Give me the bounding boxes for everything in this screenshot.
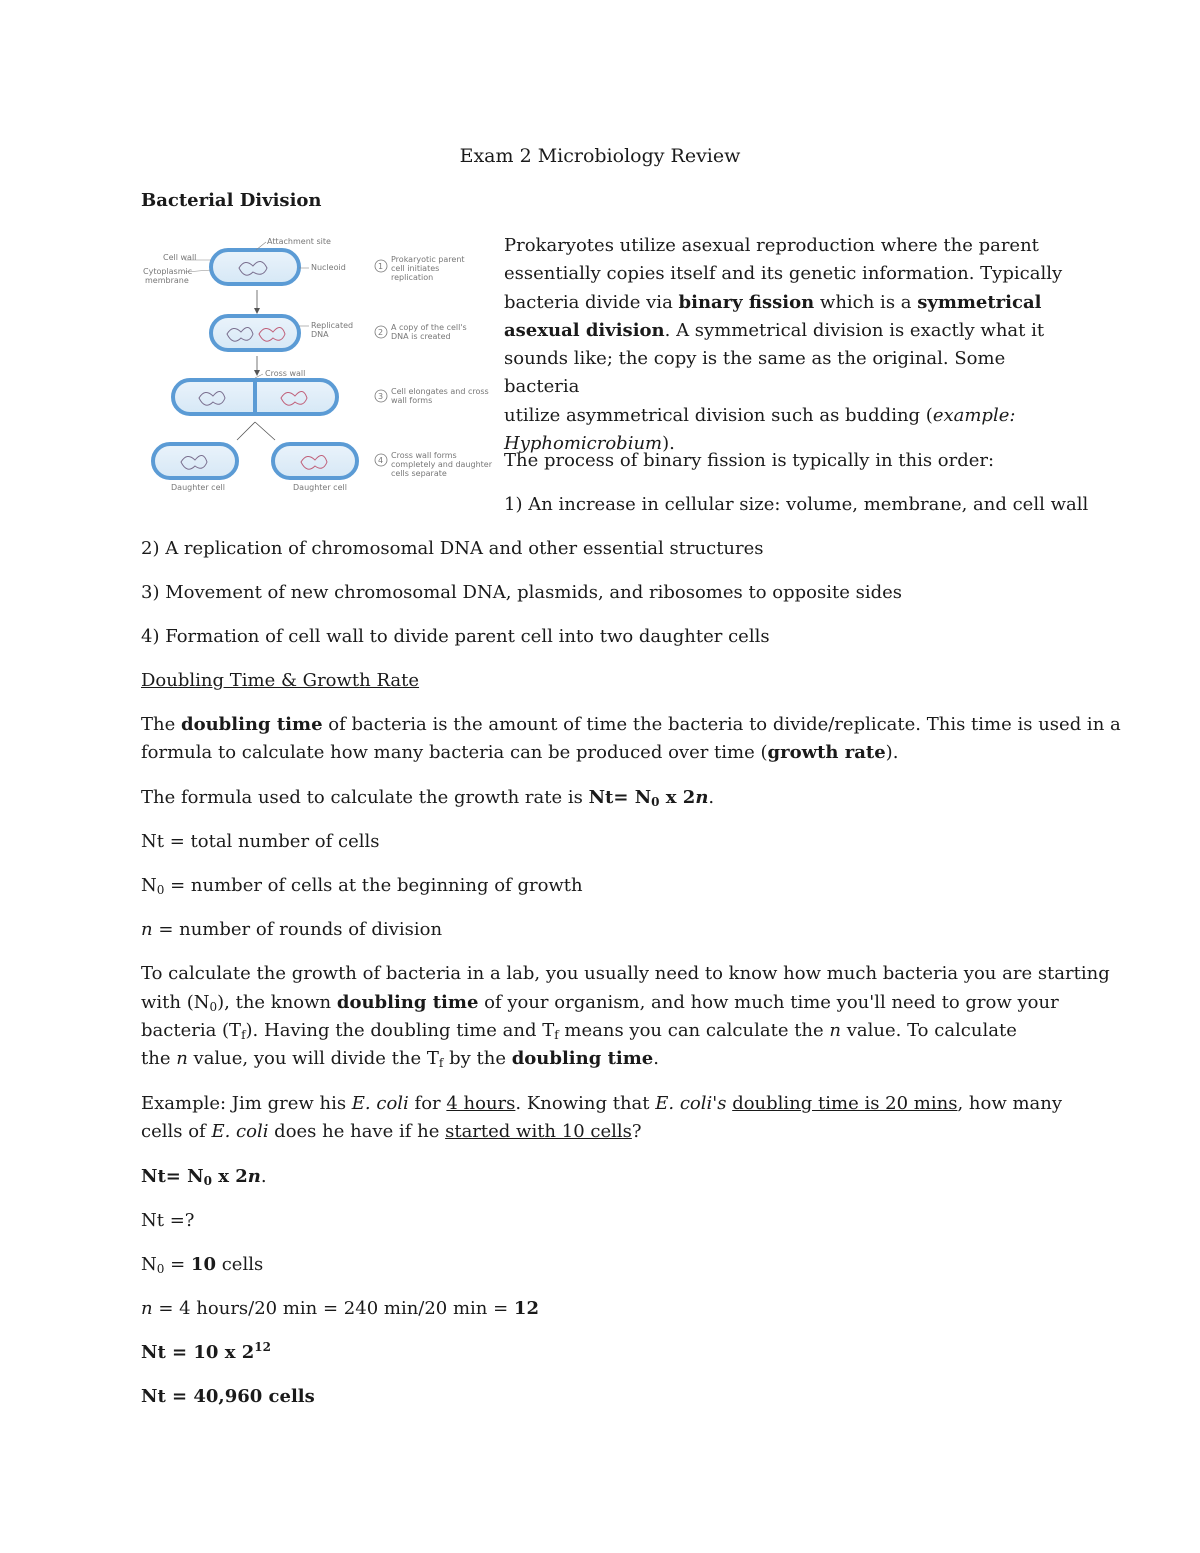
step-3-text: Cell elongates and cross [391, 387, 489, 396]
example-line-1: Example: Jim grew his E. coli for 4 hours. Knowing that E. coli's doubling time is 20 mins, how many [141, 1093, 1063, 1114]
step-2-text: A copy of the cell's [391, 323, 467, 332]
solution-step-1: Nt = 10 x $2^{12}$ [141, 1340, 271, 1363]
label-dna: DNA [311, 330, 329, 339]
calc-paragraph-line-2: with $(N_0)$, the known doubling time of your organism, and how much time you'll need to grow your [141, 992, 1059, 1014]
label-membrane: membrane [145, 276, 189, 285]
svg-text:1: 1 [378, 262, 384, 271]
svg-text:DNA is created: DNA is created [391, 332, 451, 341]
calc-paragraph-line-1: To calculate the growth of bacteria in a lab, you usually need to know how much bacteria you are starting [141, 963, 1110, 984]
binary-fission-diagram [141, 228, 493, 496]
definition-n: n = number of rounds of division [141, 919, 443, 940]
replicating-cell [211, 316, 299, 350]
calc-paragraph-line-4: the n value, you will divide the $T_f$ by the doubling time. [141, 1048, 659, 1070]
label-cytoplasmic: Cytoplasmic [143, 267, 193, 276]
svg-text:2: 2 [378, 328, 384, 337]
solution-nt-question: Nt =? [141, 1210, 195, 1231]
formula-line: The formula used to calculate the growth rate is $Nt= N_0$ x 2n. [141, 787, 715, 809]
page-title: Exam 2 Microbiology Review [459, 145, 741, 167]
svg-text:wall forms: wall forms [391, 396, 433, 405]
label-replicated: Replicated [311, 321, 354, 330]
doubling-paragraph-line-2: formula to calculate how many bacteria can be produced over time (growth rate). [141, 742, 899, 763]
svg-text:completely and daughter: completely and daughter [391, 460, 493, 469]
solution-formula: $Nt= N_0$ x 2n. [141, 1166, 267, 1188]
daughter-cell-left [153, 444, 237, 478]
label-daughter-cell-left: Daughter cell [171, 483, 225, 492]
step-2: 2) A replication of chromosomal DNA and other essential structures [141, 538, 764, 559]
doubling-paragraph-line-1: The doubling time of bacteria is the amount of time the bacteria to divide/replicate. This time is used in a [141, 714, 1121, 735]
svg-text:4: 4 [378, 456, 384, 465]
definition-n0: $N_0$ = number of cells at the beginning of growth [141, 875, 583, 897]
step-1-text: Prokaryotic parent [391, 255, 465, 264]
label-cross-wall: Cross wall [265, 369, 306, 378]
section-heading-bacterial-division: Bacterial Division [141, 190, 322, 211]
daughter-cell-right [273, 444, 357, 478]
step-4-text: Cross wall forms [391, 451, 457, 460]
svg-text:replication: replication [391, 273, 434, 282]
example-line-2: cells of E. coli does he have if he started with 10 cells? [141, 1121, 642, 1142]
solution-result: Nt = 40,960 cells [141, 1386, 315, 1407]
intro-paragraph: Prokaryotes utilize asexual reproduction where the parent essentially copies itself and its genetic information. Typically bacteria divide via binary fission which is a symmetrical asexual division. A symmetrical division is exactly what it sounds like; the copy is the same as the original. Some bacteria utilize asymmetrical division such as budding (example: Hyphomicrobium). [504, 235, 1063, 455]
definition-nt: Nt = total number of cells [141, 831, 380, 852]
solution-n0: $N_0 = 10$ cells [141, 1254, 264, 1276]
calc-paragraph-line-3: bacteria $(T_f)$. Having the doubling time and $T_f$ means you can calculate the n value. To calculate [141, 1020, 1017, 1042]
svg-text:cell initiates: cell initiates [391, 264, 440, 273]
label-attachment-site: Attachment site [267, 237, 331, 246]
svg-text:cells separate: cells separate [391, 469, 447, 478]
section-heading-doubling-time: Doubling Time & Growth Rate [141, 670, 420, 691]
step-4: 4) Formation of cell wall to divide parent cell into two daughter cells [141, 626, 770, 647]
solution-n: n = 4 hours/20 min = 240 min/20 min = 12 [141, 1298, 539, 1319]
parent-cell [211, 250, 299, 284]
label-nucleoid: Nucleoid [311, 263, 346, 272]
svg-text:3: 3 [378, 392, 384, 401]
step-3: 3) Movement of new chromosomal DNA, plasmids, and ribosomes to opposite sides [141, 582, 902, 603]
process-intro: The process of binary fission is typically in this order: [504, 450, 995, 471]
label-daughter-cell-right: Daughter cell [293, 483, 347, 492]
step-1: 1) An increase in cellular size: volume, membrane, and cell wall [504, 494, 1089, 515]
label-cell-wall: Cell wall [163, 253, 197, 262]
